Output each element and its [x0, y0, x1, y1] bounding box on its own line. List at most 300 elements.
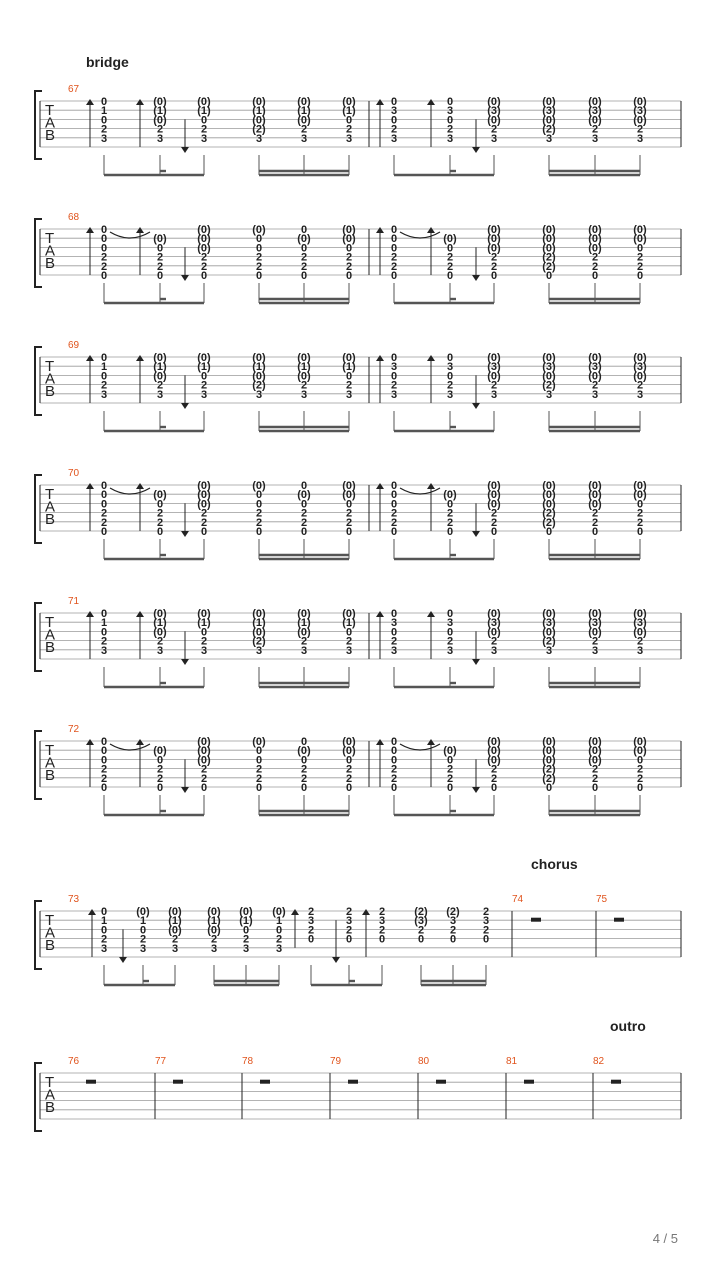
fret-number: 2 — [591, 763, 599, 776]
fret-number: (0) — [342, 233, 356, 246]
fret-number: 2 — [100, 251, 108, 264]
whole-rest — [173, 1080, 183, 1084]
fret-number: (2) — [542, 260, 556, 273]
fret-number: (3) — [542, 105, 556, 118]
fret-number: 3 — [210, 942, 218, 955]
fret-number: 2 — [345, 763, 353, 776]
fret-number: 3 — [275, 942, 283, 955]
fret-number: 3 — [255, 132, 263, 145]
tie-arc — [110, 232, 150, 238]
fret-number: (0) — [542, 480, 556, 492]
fret-number: 2 — [255, 516, 263, 529]
fret-number: (0) — [588, 608, 602, 620]
fret-number: 2 — [591, 260, 599, 273]
strum-down-arrowhead — [472, 531, 480, 537]
fret-number: 0 — [300, 754, 308, 767]
fret-number: 1 — [100, 105, 108, 118]
tab-letter: T — [45, 486, 55, 503]
fret-number: 3 — [390, 132, 398, 145]
fret-number: 3 — [345, 388, 353, 401]
fret-number: 2 — [100, 763, 108, 776]
fret-number: (0) — [443, 489, 457, 502]
fret-number: 0 — [449, 933, 457, 946]
strum-down-arrowhead — [472, 787, 480, 793]
fret-number: 2 — [482, 924, 490, 937]
fret-number: 2 — [100, 516, 108, 529]
fret-number: 2 — [100, 123, 108, 136]
fret-number: 3 — [446, 361, 454, 374]
whole-rest — [524, 1080, 534, 1084]
fret-number: (0) — [542, 754, 556, 767]
tab-letter: T — [45, 102, 55, 119]
fret-number: (0) — [342, 489, 356, 502]
strum-up-arrowhead — [136, 611, 144, 617]
strum-down-arrowhead — [181, 147, 189, 153]
fret-number: 3 — [449, 915, 457, 928]
fret-number: 2 — [300, 772, 308, 785]
tab-system-70 — [0, 468, 720, 572]
fret-number: (0) — [153, 370, 167, 383]
fret-number: (2) — [446, 906, 460, 918]
fret-number: (3) — [588, 105, 602, 118]
fret-number: (0) — [252, 352, 266, 364]
fret-number: (0) — [588, 224, 602, 236]
fret-number: 2 — [636, 379, 644, 392]
fret-number: 2 — [255, 260, 263, 273]
fret-number: 2 — [446, 251, 454, 264]
fret-number: (2) — [542, 379, 556, 392]
fret-number: 0 — [255, 782, 263, 794]
fret-number: 0 — [200, 782, 208, 794]
fret-number: 0 — [255, 745, 263, 758]
fret-number: 2 — [200, 123, 208, 136]
fret-number: 2 — [591, 379, 599, 392]
fret-number: 2 — [390, 516, 398, 529]
fret-number: 0 — [100, 608, 108, 620]
strum-up-arrowhead — [136, 227, 144, 233]
fret-number: 0 — [100, 370, 108, 383]
fret-number: (1) — [297, 361, 311, 374]
fret-number: 0 — [345, 114, 353, 127]
fret-number: 0 — [490, 270, 498, 282]
fret-number: 2 — [591, 251, 599, 264]
fret-number: (0) — [297, 489, 311, 502]
fret-number: (0) — [153, 626, 167, 639]
fret-number: (0) — [252, 96, 266, 108]
tab-letter: B — [45, 767, 56, 784]
fret-number: 3 — [345, 915, 353, 928]
fret-number: 0 — [300, 224, 308, 236]
fret-number: 2 — [449, 924, 457, 937]
fret-number: 3 — [390, 617, 398, 630]
fret-number: 0 — [156, 754, 164, 767]
fret-number: (3) — [633, 617, 647, 630]
fret-number: (3) — [487, 361, 501, 374]
fret-number: 1 — [100, 915, 108, 928]
fret-number: 3 — [482, 915, 490, 928]
fret-number: 0 — [636, 242, 644, 255]
fret-number: 2 — [156, 772, 164, 785]
fret-number: 2 — [210, 933, 218, 946]
fret-number: 2 — [156, 260, 164, 273]
fret-number: 0 — [490, 782, 498, 794]
strum-up-arrowhead — [86, 99, 94, 105]
fret-number: 3 — [545, 388, 553, 401]
tab-system-67 — [0, 84, 720, 188]
fret-number: 0 — [300, 270, 308, 282]
fret-number: 2 — [200, 635, 208, 648]
fret-number: 2 — [390, 763, 398, 776]
fret-number: (0) — [342, 224, 356, 236]
fret-number: (0) — [487, 233, 501, 246]
fret-number: (2) — [542, 507, 556, 520]
fret-number: 2 — [100, 933, 108, 946]
fret-number: 3 — [100, 644, 108, 657]
fret-number: 0 — [490, 526, 498, 538]
fret-number: 2 — [390, 260, 398, 273]
measure-number: 78 — [242, 1056, 254, 1067]
fret-number: (0) — [197, 608, 211, 620]
fret-number: (0) — [252, 114, 266, 127]
fret-number: 2 — [255, 507, 263, 520]
fret-number: (0) — [487, 736, 501, 748]
fret-number: 2 — [156, 507, 164, 520]
fret-number: (0) — [252, 626, 266, 639]
fret-number: 3 — [300, 388, 308, 401]
fret-number: (1) — [153, 617, 167, 630]
fret-number: 3 — [390, 105, 398, 118]
fret-number: 0 — [255, 754, 263, 767]
fret-number: (1) — [197, 361, 211, 374]
fret-number: 2 — [390, 123, 398, 136]
fret-number: 0 — [255, 242, 263, 255]
tab-system-73 — [0, 894, 720, 998]
fret-number: 3 — [200, 132, 208, 145]
fret-number: (3) — [542, 617, 556, 630]
tab-letter: A — [45, 114, 56, 132]
fret-number: 0 — [390, 736, 398, 748]
fret-number: 0 — [390, 96, 398, 108]
fret-number: 2 — [446, 772, 454, 785]
fret-number: (0) — [197, 233, 211, 246]
fret-number: (0) — [588, 352, 602, 364]
fret-number: 2 — [490, 507, 498, 520]
measure-number: 80 — [418, 1056, 430, 1067]
fret-number: 0 — [345, 933, 353, 946]
fret-number: 2 — [591, 516, 599, 529]
strum-up-arrowhead — [136, 99, 144, 105]
fret-number: (0) — [297, 370, 311, 383]
fret-number: (0) — [487, 370, 501, 383]
fret-number: (2) — [252, 635, 266, 648]
strum-up-arrowhead — [376, 355, 384, 361]
fret-number: (0) — [588, 626, 602, 639]
fret-number: 2 — [156, 763, 164, 776]
fret-number: 0 — [300, 480, 308, 492]
fret-number: 0 — [156, 526, 164, 538]
fret-number: (0) — [443, 745, 457, 758]
fret-number: (0) — [153, 745, 167, 758]
whole-rest — [436, 1080, 446, 1084]
fret-number: 0 — [378, 933, 386, 946]
fret-number: (1) — [297, 617, 311, 630]
fret-number: 2 — [490, 123, 498, 136]
fret-number: 0 — [545, 782, 553, 794]
fret-number: 0 — [345, 270, 353, 282]
tab-letter: B — [45, 255, 56, 272]
fret-number: 3 — [345, 644, 353, 657]
tab-system-72 — [0, 724, 720, 828]
whole-rest — [531, 918, 541, 922]
fret-number: 3 — [390, 361, 398, 374]
fret-number: 0 — [300, 782, 308, 794]
fret-number: 2 — [636, 763, 644, 776]
fret-number: 2 — [378, 906, 386, 918]
fret-number: 3 — [636, 132, 644, 145]
fret-number: 0 — [390, 224, 398, 236]
fret-number: 2 — [100, 260, 108, 273]
fret-number: (0) — [588, 498, 602, 511]
fret-number: (0) — [297, 352, 311, 364]
fret-number: 0 — [390, 480, 398, 492]
fret-number: (0) — [633, 745, 647, 758]
fret-number: 2 — [345, 251, 353, 264]
fret-number: 0 — [300, 498, 308, 511]
fret-number: 3 — [171, 942, 179, 955]
fret-number: 2 — [171, 933, 179, 946]
fret-number: 2 — [490, 635, 498, 648]
fret-number: 2 — [591, 772, 599, 785]
fret-number: 0 — [446, 626, 454, 639]
fret-number: 0 — [100, 754, 108, 767]
fret-number: 0 — [636, 526, 644, 538]
fret-number: 0 — [345, 370, 353, 383]
fret-number: 2 — [390, 251, 398, 264]
fret-number: 2 — [345, 123, 353, 136]
fret-number: (2) — [252, 379, 266, 392]
fret-number: 0 — [255, 233, 263, 246]
tie-arc — [110, 744, 150, 750]
strum-up-arrowhead — [136, 739, 144, 745]
fret-number: 2 — [591, 507, 599, 520]
fret-number: 0 — [100, 224, 108, 236]
fret-number: 0 — [446, 526, 454, 538]
measure-number: 72 — [68, 724, 80, 735]
fret-number: (1) — [342, 361, 356, 374]
fret-number: (1) — [252, 361, 266, 374]
tab-system-76 — [0, 1056, 720, 1160]
fret-number: 2 — [300, 379, 308, 392]
strum-up-arrowhead — [136, 483, 144, 489]
fret-number: 0 — [242, 924, 250, 937]
fret-number: 0 — [156, 498, 164, 511]
fret-number: (0) — [633, 370, 647, 383]
fret-number: 3 — [446, 105, 454, 118]
fret-number: (0) — [588, 489, 602, 502]
fret-number: (0) — [588, 233, 602, 246]
fret-number: (0) — [487, 754, 501, 767]
fret-number: (0) — [633, 608, 647, 620]
fret-number: (0) — [542, 352, 556, 364]
fret-number: 0 — [300, 242, 308, 255]
fret-number: (0) — [487, 352, 501, 364]
fret-number: 3 — [545, 132, 553, 145]
fret-number: 0 — [446, 114, 454, 127]
fret-number: 0 — [390, 745, 398, 758]
fret-number: 0 — [100, 114, 108, 127]
fret-number: 0 — [545, 526, 553, 538]
tab-system-69 — [0, 340, 720, 444]
fret-number: 2 — [275, 933, 283, 946]
strum-up-arrowhead — [376, 99, 384, 105]
fret-number: (1) — [197, 105, 211, 118]
fret-number: (2) — [542, 772, 556, 785]
fret-number: 2 — [390, 635, 398, 648]
strum-up-arrowhead — [376, 739, 384, 745]
fret-number: 0 — [390, 754, 398, 767]
fret-number: (0) — [542, 370, 556, 383]
fret-number: 2 — [300, 763, 308, 776]
fret-number: (0) — [588, 754, 602, 767]
fret-number: 0 — [100, 906, 108, 918]
fret-number: 3 — [139, 942, 147, 955]
fret-number: 2 — [390, 772, 398, 785]
strum-up-arrowhead — [427, 483, 435, 489]
fret-number: (0) — [633, 480, 647, 492]
fret-number: 3 — [242, 942, 250, 955]
fret-number: 3 — [156, 644, 164, 657]
fret-number: 3 — [156, 388, 164, 401]
fret-number: 0 — [446, 498, 454, 511]
fret-number: (0) — [633, 114, 647, 127]
fret-number: 2 — [156, 123, 164, 136]
fret-number: 3 — [100, 132, 108, 145]
fret-number: 0 — [345, 242, 353, 255]
fret-number: (0) — [588, 96, 602, 108]
fret-number: 2 — [378, 924, 386, 937]
measure-number: 77 — [155, 1056, 167, 1067]
strum-up-arrowhead — [376, 611, 384, 617]
fret-number: 1 — [275, 915, 283, 928]
fret-number: (0) — [197, 480, 211, 492]
strum-up-arrowhead — [376, 483, 384, 489]
measure-number: 71 — [68, 596, 80, 607]
fret-number: (0) — [542, 224, 556, 236]
fret-number: 2 — [446, 379, 454, 392]
fret-number: 2 — [156, 635, 164, 648]
page-number: 4 / 5 — [652, 1231, 678, 1246]
fret-number: 1 — [139, 915, 147, 928]
fret-number: (0) — [487, 745, 501, 758]
fret-number: 0 — [255, 489, 263, 502]
fret-number: 0 — [100, 352, 108, 364]
fret-number: 0 — [100, 526, 108, 538]
strum-up-arrowhead — [427, 355, 435, 361]
fret-number: 2 — [591, 635, 599, 648]
fret-number: (1) — [153, 361, 167, 374]
fret-number: 2 — [156, 251, 164, 264]
fret-number: 3 — [446, 132, 454, 145]
fret-number: (1) — [153, 105, 167, 118]
fret-number: (0) — [207, 906, 221, 918]
fret-number: (0) — [542, 626, 556, 639]
fret-number: (0) — [542, 233, 556, 246]
fret-number: 2 — [139, 933, 147, 946]
fret-number: (0) — [168, 924, 182, 937]
fret-number: 3 — [591, 388, 599, 401]
strum-up-arrowhead — [86, 483, 94, 489]
strum-up-arrowhead — [86, 611, 94, 617]
fret-number: 0 — [156, 270, 164, 282]
whole-rest — [611, 1080, 621, 1084]
fret-number: 0 — [390, 526, 398, 538]
fret-number: (0) — [542, 242, 556, 255]
fret-number: (0) — [588, 736, 602, 748]
fret-number: 2 — [636, 516, 644, 529]
tab-letter: T — [45, 742, 55, 759]
tab-letter: A — [45, 626, 56, 644]
strum-up-arrowhead — [291, 909, 299, 915]
fret-number: 0 — [636, 754, 644, 767]
fret-number: 0 — [156, 782, 164, 794]
fret-number: 2 — [156, 516, 164, 529]
fret-number: (0) — [297, 608, 311, 620]
fret-number: 2 — [300, 507, 308, 520]
section-label-outro: outro — [610, 1018, 646, 1034]
fret-number: (0) — [207, 924, 221, 937]
fret-number: (0) — [487, 626, 501, 639]
fret-number: (1) — [239, 915, 253, 928]
fret-number: (0) — [297, 745, 311, 758]
fret-number: (2) — [414, 906, 428, 918]
fret-number: 3 — [300, 644, 308, 657]
fret-number: (0) — [588, 480, 602, 492]
fret-number: 0 — [300, 526, 308, 538]
tab-letter: A — [45, 498, 56, 516]
fret-number: 3 — [446, 388, 454, 401]
fret-number: 2 — [255, 763, 263, 776]
tab-letter: B — [45, 639, 56, 656]
strum-down-arrowhead — [472, 275, 480, 281]
fret-number: 2 — [255, 251, 263, 264]
fret-number: 0 — [255, 526, 263, 538]
tie-arc — [110, 488, 150, 494]
strum-up-arrowhead — [88, 909, 96, 915]
fret-number: 2 — [200, 763, 208, 776]
fret-number: (1) — [197, 617, 211, 630]
fret-number: 0 — [390, 608, 398, 620]
fret-number: 0 — [100, 96, 108, 108]
fret-number: (1) — [252, 105, 266, 118]
fret-number: 2 — [446, 763, 454, 776]
fret-number: 0 — [636, 498, 644, 511]
fret-number: 0 — [482, 933, 490, 946]
fret-number: (0) — [297, 96, 311, 108]
fret-number: (0) — [342, 736, 356, 748]
fret-number: 2 — [446, 123, 454, 136]
fret-number: (0) — [252, 608, 266, 620]
fret-number: 0 — [446, 242, 454, 255]
fret-number: 2 — [200, 507, 208, 520]
fret-number: 2 — [200, 260, 208, 273]
fret-number: 3 — [300, 132, 308, 145]
fret-number: (0) — [542, 114, 556, 127]
fret-number: (0) — [297, 114, 311, 127]
fret-number: 3 — [100, 942, 108, 955]
fret-number: 2 — [490, 516, 498, 529]
fret-number: (2) — [542, 763, 556, 776]
fret-number: (1) — [342, 105, 356, 118]
